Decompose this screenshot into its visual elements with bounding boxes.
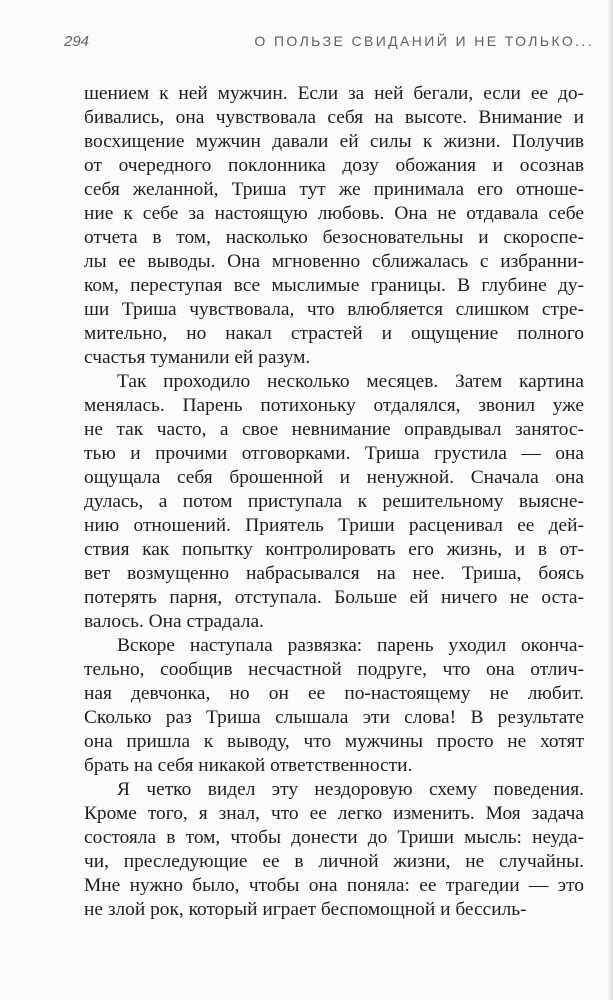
text-line: не злой рок, который играет беспомощной и бессиль- xyxy=(84,899,527,920)
paragraph xyxy=(84,82,584,370)
body-text xyxy=(84,82,584,922)
text-line: валось. Она страдала. xyxy=(84,611,264,632)
text-line: ствия как попытку контролировать его жизнь, и в от- xyxy=(84,539,584,560)
text-line: брать на себя никакой ответственности. xyxy=(84,755,413,776)
text-line: ощущала себя брошенной и ненужной. Сначала она xyxy=(84,467,584,488)
text-line: мительно, но накал страстей и ощущение полного xyxy=(84,323,584,344)
page-edge-shadow xyxy=(607,0,613,1000)
paragraph xyxy=(84,778,584,922)
paragraph xyxy=(84,634,584,778)
page-number: 294 xyxy=(64,33,90,50)
text-line: менялась. Парень потихоньку отдалялся, звонил уже xyxy=(84,395,584,416)
paragraph xyxy=(84,370,584,634)
text-line: чи, преследующие ее в личной жизни, не случайны. xyxy=(84,851,584,872)
text-line: Вскоре наступала развязка: парень уходил оконча- xyxy=(117,635,584,656)
text-line: от очередного поклонника дозу обожания и осознав xyxy=(84,155,584,176)
text-line: отчета в том, насколько безосновательны и скороспе- xyxy=(84,227,584,248)
text-line: шением к ней мужчин. Если за ней бегали, если ее до- xyxy=(84,83,584,104)
text-line: она пришла к выводу, что мужчины просто не хотят xyxy=(84,731,584,752)
text-line: восхищение мужчин давали ей силы к жизни. Получив xyxy=(84,131,584,152)
text-line: Мне нужно было, чтобы она поняла: ее трагедии — это xyxy=(84,875,584,896)
running-title: О ПОЛЬЗЕ СВИДАНИЙ И НЕ ТОЛЬКО... xyxy=(254,33,594,49)
text-line: счастья туманили ей разум. xyxy=(84,347,311,368)
text-line: ши Триша чувствовала, что влюбляется слишком стре- xyxy=(84,299,584,320)
text-line: вет возмущенно набрасывался на нее. Триша, боясь xyxy=(84,563,584,584)
text-line: Я четко видел эту нездоровую схему поведения. xyxy=(117,779,584,800)
page-header xyxy=(64,33,594,57)
text-line: Сколько раз Триша слышала эти слова! В результате xyxy=(84,707,584,728)
text-line: тельно, сообщив несчастной подруге, что она отлич- xyxy=(84,659,584,680)
text-line: потерять парня, отступала. Больше ей ничего не оста- xyxy=(84,587,584,608)
text-line: ком, переступая все мыслимые границы. В глубине ду- xyxy=(84,275,584,296)
text-line: Кроме того, я знал, что ее легко изменить. Моя задача xyxy=(84,803,584,824)
text-line: тью и прочими отговорками. Триша грустила — она xyxy=(84,443,584,464)
text-line: Так проходило несколько месяцев. Затем картина xyxy=(117,371,584,392)
text-line: лы ее выводы. Она мгновенно сближалась с избранни- xyxy=(84,251,584,272)
text-line: нию отношений. Приятель Триши расценивал ее дей- xyxy=(84,515,584,536)
text-line: дулась, а потом приступала к решительному выясне- xyxy=(84,491,584,512)
text-line: состояла в том, чтобы донести до Триши мысль: неуда- xyxy=(84,827,584,848)
text-line: себя желанной, Триша тут же принимала его отноше- xyxy=(84,179,584,200)
text-line: не так часто, а свое невнимание оправдывал занятос- xyxy=(84,419,584,440)
text-line: ная девчонка, но он ее по-настоящему не любит. xyxy=(84,683,584,704)
text-line: ние к себе за настоящую любовь. Она не отдавала себе xyxy=(84,203,584,224)
text-line: бивались, она чувствовала себя на высоте. Внимание и xyxy=(84,107,584,128)
